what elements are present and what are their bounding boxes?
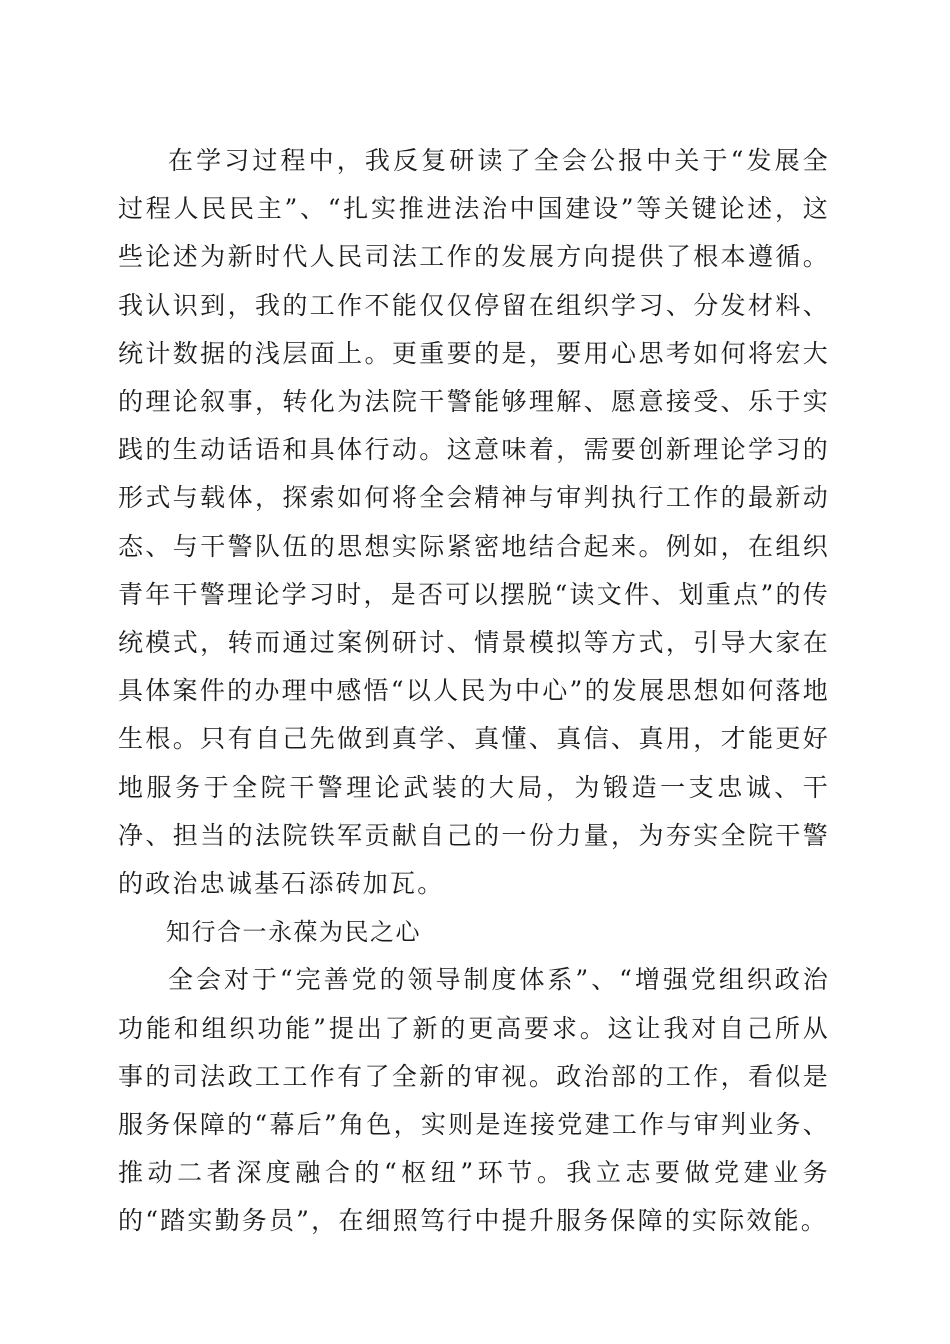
body-paragraph-plenary: 全会对于“完善党的领导制度体系”、“增强党组织政治功能和组织功能”提出了新的更高要求。这让我对自己所从事的司法政工工作有了全新的审视。政治部的工作，看似是服务保障的“幕后”角色，实则是连接党建工作与审判业务、推动二者深度融合的“枢纽”环节。我立志要做党建业务的“踏实勤务员”，在细照笃行中提升服务保障的实际效能。 xyxy=(118,965,830,1236)
document-body xyxy=(118,137,830,1246)
body-paragraph-learning: 在学习过程中，我反复研读了全会公报中关于“发展全过程人民民主”、“扎实推进法治中国建设”等关键论述，这些论述为新时代人民司法工作的发展方向提供了根本遵循。我认识到，我的工作不能仅仅停留在组织学习、分发材料、统计数据的浅层面上。更重要的是，要用心思考如何将宏大的理论叙事，转化为法院干警能够理解、愿意接受、乐于实践的生动话语和具体行动。这意味着，需要创新理论学习的形式与载体，探索如何将全会精神与审判执行工作的最新动态、与干警队伍的思想实际紧密地结合起来。例如，在组织青年干警理论学习时，是否可以摆脱“读文件、划重点”的传统模式，转而通过案例研讨、情景模拟等方式，引导大家在具体案件的办理中感悟“以人民为中心”的发展思想如何落地生根。只有自己先做到真学、真懂、真信、真用，才能更好地服务于全院干警理论武装的大局，为锻造一支忠诚、干净、担当的法院铁军贡献自己的一份力量，为夯实全院干警的政治忠诚基石添砖加瓦。 xyxy=(118,146,830,899)
section-heading: 知行合一永葆为民之心 xyxy=(166,918,421,947)
